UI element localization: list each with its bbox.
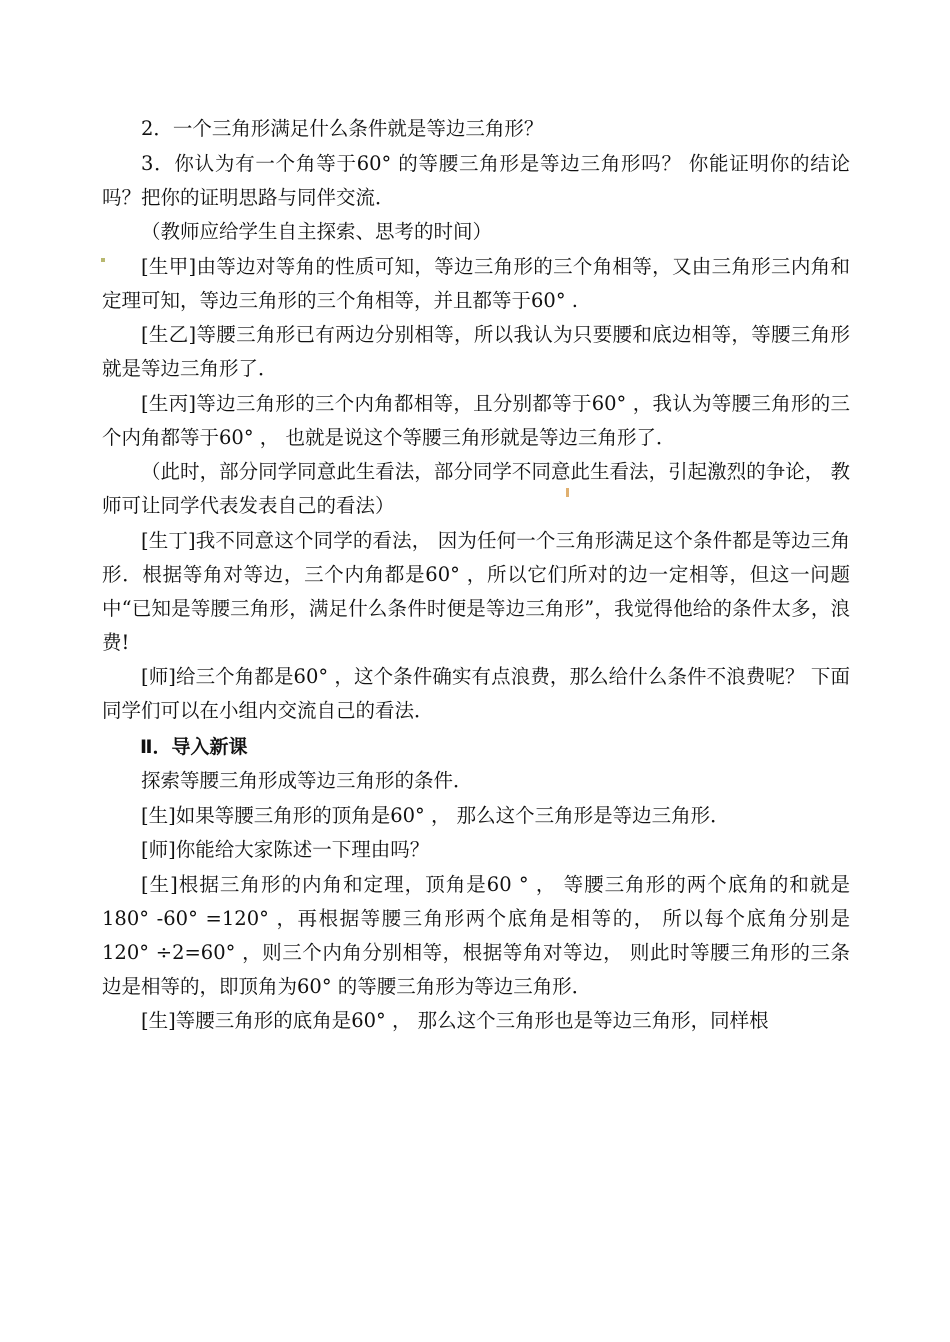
paragraph-question-3: 3．你认为有一个角等于60° 的等腰三角形是等边三角形吗？ 你能证明你的结论吗？把你的证明思路与同伴交流． [102, 151, 850, 209]
paragraph-student-c: [生丙]等边三角形的三个内角都相等，且分别都等于60° ，我认为等腰三角形的三个内角都等于60° ， 也就是说这个等腰三角形就是等边三角形了． [102, 391, 850, 449]
paragraph-question-2: 2．一个三角形满足什么条件就是等边三角形？ [141, 117, 544, 140]
document-body [102, 112, 850, 1039]
paragraph-student-d: [生丁]我不同意这个同学的看法， 因为任何一个三角形满足这个条件都是等边三角形．根据等角对等边，三个内角都是60° ，所以它们所对的边一定相等，但这一问题中“已知是等腰三角形，满足什么条件时便是等边三角形”，我觉得他给的条件太多，浪费! [102, 528, 850, 654]
section-heading: Ⅱ．导入新课 [140, 736, 248, 758]
paragraph-teacher: [师]给三个角都是60° ，这个条件确实有点浪费，那么给什么条件不浪费呢？ 下面同学们可以在小组内交流自己的看法． [102, 665, 850, 722]
paragraph-student-b: [生乙]等腰三角形已有两边分别相等，所以我认为只要腰和底边相等，等腰三角形就是等边三角形了． [102, 323, 850, 380]
paragraph-explore: 探索等腰三角形成等边三角形的条件． [141, 769, 473, 792]
paragraph-student-base: [生]等腰三角形的底角是60° ， 那么这个三角形也是等边三角形，同样根 [141, 1009, 769, 1032]
paragraph-student-reason: [生]根据三角形的内角和定理，顶角是60 ° ， 等腰三角形的两个底角的和就是180° -60° =120° ，再根据等腰三角形两个底角是相等的， 所以每个底角分别是120° ÷2=60° ，则三个内角分别相等，根据等角对等边， 则此时等腰三角形的三条边是相等的，即顶角为60° 的等腰三角形为等边三角形． [102, 872, 850, 998]
paragraph-class-discussion: （此时，部分同学同意此生看法，部分同学不同意此生看法，引起激烈的争论， 教师可让同学代表发表自己的看法） [102, 460, 850, 517]
paragraph-teacher-ask: [师]你能给大家陈述一下理由吗？ [141, 838, 430, 861]
paragraph-teacher-note: （教师应给学生自主探索、思考的时间） [141, 220, 493, 243]
paragraph-student-a: [生甲]由等边对等角的性质可知，等边三角形的三个角相等，又由三角形三内角和定理可知，等边三角形的三个角相等，并且都等于60° . [102, 254, 850, 312]
paragraph-student-apex: [生]如果等腰三角形的顶角是60° ， 那么这个三角形是等边三角形． [141, 803, 730, 827]
